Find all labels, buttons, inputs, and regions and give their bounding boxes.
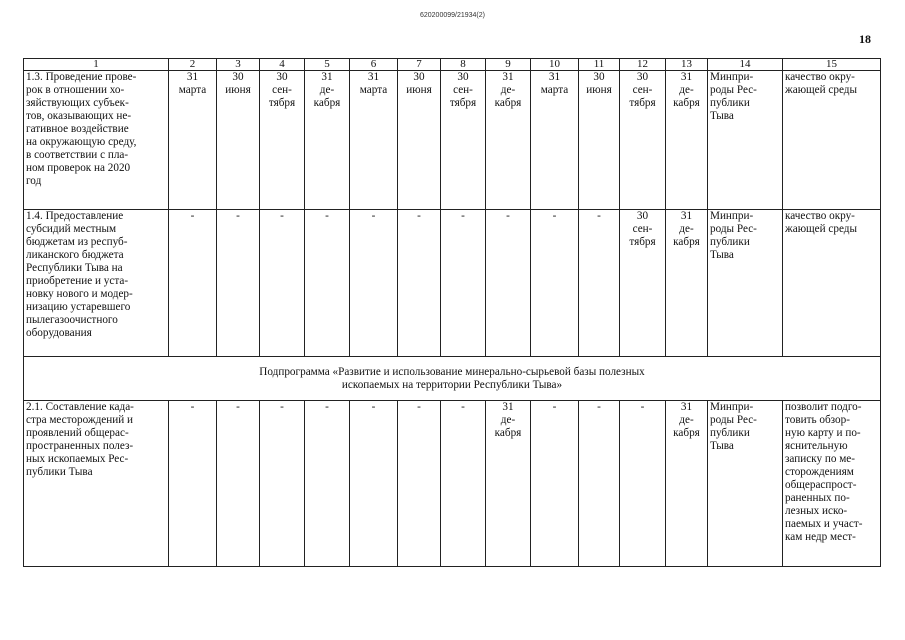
- cell-line: жающей среды: [785, 223, 858, 235]
- header-cell: 14: [708, 59, 783, 71]
- date-cell: [441, 210, 486, 357]
- cell-line: де-: [500, 414, 516, 426]
- cell-line: рок в отношении хо-: [26, 84, 125, 96]
- header-cell: 11: [579, 59, 620, 71]
- cell-line: -: [325, 401, 329, 413]
- cell-line: общераспрост-: [785, 479, 857, 491]
- cell-line: проявлений общерас-: [26, 427, 129, 439]
- measure-name-cell: [24, 401, 169, 567]
- cell-line: де-: [679, 223, 694, 235]
- cell-line: пространенных полез-: [26, 440, 134, 452]
- cell-line: ную карту и по-: [785, 427, 861, 439]
- cell-line: зяйствующих субъек-: [26, 97, 129, 109]
- header-cell: 12: [620, 59, 666, 71]
- cell-line: -: [325, 210, 329, 222]
- table-row: [24, 210, 881, 357]
- cell-line: оборудования: [26, 327, 92, 339]
- cell-line: -: [371, 210, 376, 222]
- date-cell: [305, 210, 350, 357]
- responsible-cell: [708, 210, 783, 357]
- cell-line: сен-: [632, 84, 653, 96]
- cell-line: 30: [593, 71, 605, 83]
- cell-line: 31: [502, 71, 514, 83]
- page-number: 18: [859, 32, 871, 46]
- cell-line: низацию устаревшего: [26, 301, 131, 313]
- cell-line: позволит подго-: [785, 401, 862, 413]
- date-cell: [398, 71, 441, 210]
- result-cell: [783, 210, 881, 357]
- header-row: [24, 59, 881, 71]
- cell-line: марта: [540, 84, 569, 96]
- table-row: [24, 71, 881, 210]
- cell-line: на окружающую среду,: [26, 136, 137, 148]
- cell-line: 31: [321, 71, 333, 83]
- cell-line: записку по ме-: [785, 453, 855, 465]
- date-cell: [486, 71, 531, 210]
- date-cell: [531, 71, 579, 210]
- responsible-cell: [708, 71, 783, 210]
- date-cell: [350, 401, 398, 567]
- date-cell: [620, 71, 666, 210]
- header-cell: 3: [217, 59, 260, 71]
- header-cell: 15: [783, 59, 881, 71]
- cell-line: де-: [679, 414, 694, 426]
- cell-line: -: [280, 401, 284, 413]
- cell-line: 30: [636, 71, 649, 83]
- date-cell: [350, 210, 398, 357]
- measure-name-cell: [24, 210, 169, 357]
- cell-line: стра месторождений и: [26, 414, 134, 426]
- cell-line: -: [190, 401, 195, 413]
- date-cell: [305, 71, 350, 210]
- result-cell: [783, 401, 881, 567]
- cell-line: де-: [319, 84, 335, 96]
- cell-line: роды Рес-: [710, 223, 757, 235]
- cell-line: 30: [457, 71, 469, 83]
- cell-line: роды Рес-: [710, 84, 757, 96]
- cell-line: -: [597, 210, 601, 222]
- cell-line: кабря: [673, 427, 700, 439]
- date-cell: [441, 401, 486, 567]
- cell-line: в соответствии с пла-: [26, 149, 129, 161]
- header-cell: 10: [531, 59, 579, 71]
- cell-line: новку нового и модер-: [26, 288, 133, 300]
- cell-line: -: [461, 401, 465, 413]
- header-cell: 9: [486, 59, 531, 71]
- cell-line: 30: [636, 210, 649, 222]
- subprogram-row: [24, 357, 881, 401]
- cell-line: сторождениям: [785, 466, 854, 478]
- cell-line: ликанского бюджета: [26, 249, 124, 261]
- cell-line: лезных иско-: [785, 505, 848, 517]
- date-cell: [620, 401, 666, 567]
- cell-line: июня: [225, 84, 251, 96]
- result-cell: [783, 71, 881, 210]
- cell-line: год: [26, 175, 42, 187]
- cell-line: публики Тыва: [26, 466, 93, 478]
- document-id: 620200099/21934(2): [419, 12, 485, 19]
- cell-line: тября: [629, 236, 656, 248]
- cell-line: Минпри-: [710, 401, 754, 413]
- cell-line: июня: [586, 84, 612, 96]
- date-cell: [579, 401, 620, 567]
- cell-line: -: [506, 210, 510, 222]
- cell-line: качество окру-: [785, 71, 855, 83]
- cell-line: тября: [449, 97, 477, 109]
- cell-line: Тыва: [710, 440, 734, 452]
- cell-line: роды Рес-: [710, 414, 757, 426]
- date-cell: [441, 71, 486, 210]
- cell-line: Минпри-: [710, 71, 754, 83]
- date-cell: [620, 210, 666, 357]
- date-cell: [531, 210, 579, 357]
- cell-line: 1.4. Предоставление: [26, 210, 124, 222]
- cell-line: кам недр мест-: [785, 531, 856, 543]
- responsible-cell: [708, 401, 783, 567]
- cell-line: кабря: [494, 97, 522, 109]
- schedule-table: [23, 58, 881, 567]
- cell-line: -: [190, 210, 195, 222]
- cell-line: де-: [500, 84, 516, 96]
- cell-line: товить обзор-: [785, 414, 850, 426]
- cell-line: 31: [502, 401, 514, 413]
- cell-line: 31: [680, 401, 693, 413]
- cell-line: яснительную: [785, 440, 848, 452]
- date-cell: [169, 401, 217, 567]
- cell-line: -: [236, 210, 240, 222]
- cell-line: тов, оказывающих не-: [26, 110, 132, 122]
- cell-line: -: [552, 210, 557, 222]
- date-cell: [350, 71, 398, 210]
- cell-line: 31: [367, 71, 380, 83]
- header-cell: 6: [350, 59, 398, 71]
- cell-line: сен-: [453, 84, 473, 96]
- date-cell: [486, 210, 531, 357]
- header-cell: 1: [24, 59, 169, 71]
- cell-line: кабря: [494, 427, 522, 439]
- date-cell: [398, 401, 441, 567]
- cell-line: марта: [359, 84, 388, 96]
- cell-line: публики: [710, 97, 750, 109]
- cell-line: 31: [680, 71, 693, 83]
- cell-line: Тыва: [710, 249, 734, 261]
- date-cell: [169, 210, 217, 357]
- cell-line: кабря: [673, 236, 700, 248]
- date-cell: [579, 210, 620, 357]
- cell-line: раненных по-: [785, 492, 850, 504]
- date-cell: [579, 71, 620, 210]
- cell-line: -: [552, 401, 557, 413]
- date-cell: [531, 401, 579, 567]
- cell-line: 31: [186, 71, 199, 83]
- header-cell: 4: [260, 59, 305, 71]
- header-cell: 5: [305, 59, 350, 71]
- header-cell: 8: [441, 59, 486, 71]
- date-cell: [260, 71, 305, 210]
- cell-line: паемых и участ-: [785, 518, 863, 530]
- date-cell: [305, 401, 350, 567]
- cell-line: публики: [710, 236, 750, 248]
- header-cell: 7: [398, 59, 441, 71]
- cell-line: кабря: [313, 97, 341, 109]
- date-cell: [217, 71, 260, 210]
- cell-line: Республики Тыва на: [26, 262, 123, 274]
- cell-line: сен-: [632, 223, 653, 235]
- date-cell: [169, 71, 217, 210]
- cell-line: кабря: [673, 97, 700, 109]
- cell-line: -: [597, 401, 601, 413]
- cell-line: 30: [413, 71, 425, 83]
- subprogram-title-line: Подпрограмма «Развитие и использование минерально-сырьевой базы полезных: [259, 365, 645, 378]
- cell-line: приобретение и уста-: [26, 275, 129, 287]
- header-cell: 13: [666, 59, 708, 71]
- cell-line: -: [640, 401, 645, 413]
- date-cell: [260, 210, 305, 357]
- cell-line: 1.3. Проведение прове-: [26, 71, 137, 83]
- cell-line: пылегазоочистного: [26, 314, 118, 326]
- date-cell: [666, 210, 708, 357]
- cell-line: -: [461, 210, 465, 222]
- cell-line: июня: [406, 84, 432, 96]
- table-row: [24, 401, 881, 567]
- cell-line: 30: [232, 71, 244, 83]
- measure-name-cell: [24, 71, 169, 210]
- cell-line: жающей среды: [785, 84, 858, 96]
- cell-line: -: [236, 401, 240, 413]
- subprogram-title-line: ископаемых на территории Республики Тыва»: [341, 378, 563, 391]
- date-cell: [217, 210, 260, 357]
- cell-line: бюджетам из респуб-: [26, 236, 128, 248]
- cell-line: сен-: [272, 84, 292, 96]
- date-cell: [398, 210, 441, 357]
- cell-line: ном проверок на 2020: [26, 162, 131, 174]
- cell-line: -: [417, 401, 421, 413]
- cell-line: тября: [629, 97, 656, 109]
- date-cell: [260, 401, 305, 567]
- cell-line: качество окру-: [785, 210, 855, 222]
- cell-line: гативное воздействие: [26, 123, 129, 135]
- cell-line: ных ископаемых Рес-: [26, 453, 129, 465]
- cell-line: тября: [268, 97, 296, 109]
- cell-line: 2.1. Составление када-: [26, 401, 134, 413]
- cell-line: 30: [276, 71, 288, 83]
- date-cell: [217, 401, 260, 567]
- cell-line: де-: [679, 84, 694, 96]
- cell-line: -: [417, 210, 421, 222]
- cell-line: марта: [178, 84, 207, 96]
- date-cell: [666, 401, 708, 567]
- cell-line: 31: [680, 210, 693, 222]
- cell-line: публики: [710, 427, 750, 439]
- cell-line: 31: [548, 71, 561, 83]
- cell-line: -: [371, 401, 376, 413]
- header-cell: 2: [169, 59, 217, 71]
- cell-line: Тыва: [710, 110, 734, 122]
- subprogram-title: [24, 357, 881, 401]
- cell-line: -: [280, 210, 284, 222]
- cell-line: субсидий местным: [26, 223, 117, 235]
- date-cell: [666, 71, 708, 210]
- date-cell: [486, 401, 531, 567]
- cell-line: Минпри-: [710, 210, 754, 222]
